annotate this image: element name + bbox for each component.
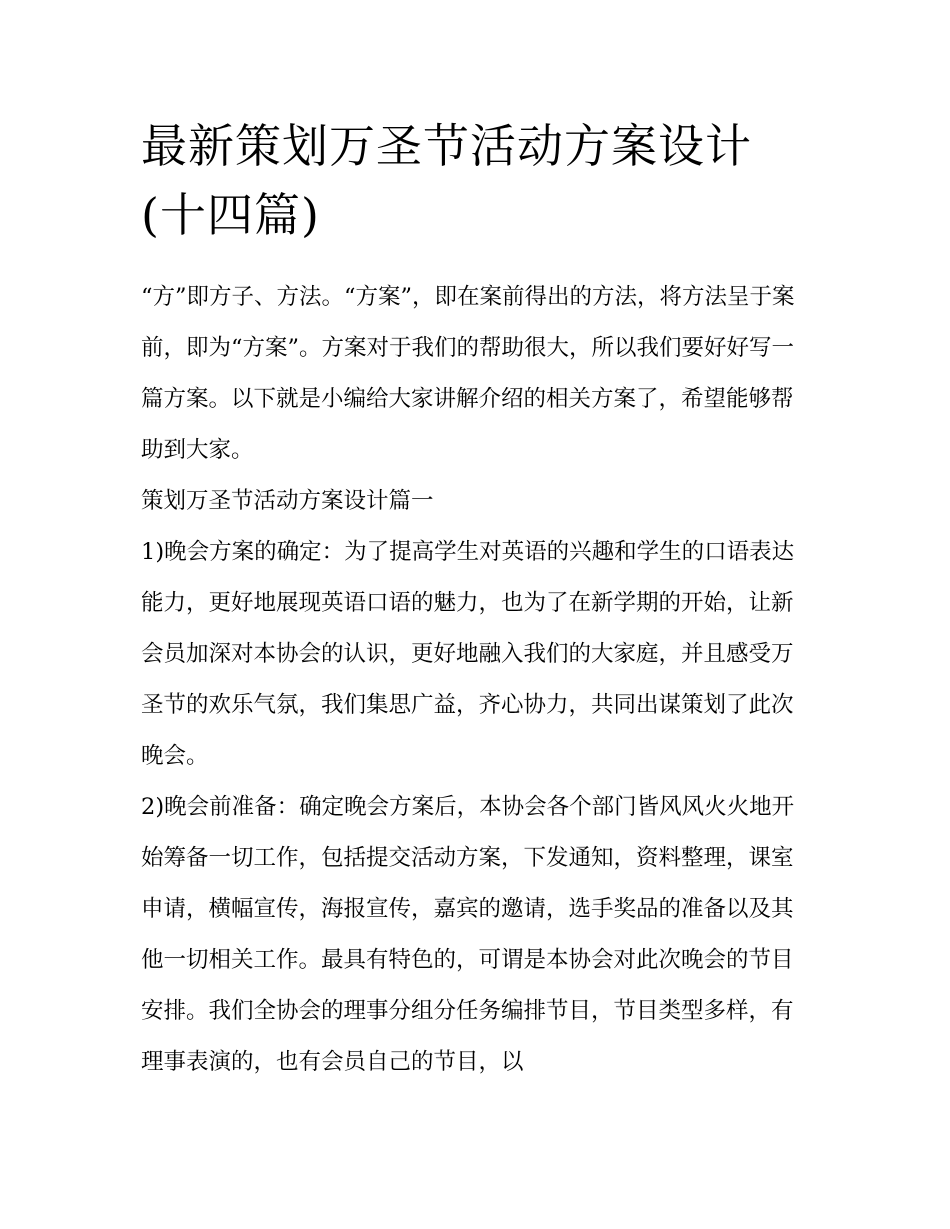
intro-paragraph: “方”即方子、方法。“方案”，即在案前得出的方法，将方法呈于案前，即为“方案”。方案对于我们的帮助很大，所以我们要好好写一篇方案。以下就是小编给大家讲解介绍的相关方案了，希望能够帮助到大家。 xyxy=(141,284,795,463)
document-page xyxy=(141,112,813,1088)
document-body xyxy=(141,272,813,1088)
document-title: 最新策划万圣节活动方案设计(十四篇) xyxy=(141,119,752,242)
paragraph-item-1: 1)晚会方案的确定：为了提高学生对英语的兴趣和学生的口语表达能力，更好地展现英语口语的魅力，也为了在新学期的开始，让新会员加深对本协会的认识，更好地融入我们的大家庭，并且感受万圣节的欢乐气氛，我们集思广益，齐心协力，共同出谋策划了此次晚会。 xyxy=(141,539,795,769)
paragraph-item-2: 2)晚会前准备：确定晚会方案后，本协会各个部门皆风风火火地开始筹备一切工作，包括提交活动方案，下发通知，资料整理，课室申请，横幅宣传，海报宣传，嘉宾的邀请，选手奖品的准备以及其他一切相关工作。最具有特色的，可谓是本协会对此次晚会的节目安排。我们全协会的理事分组分任务编排节目，节目类型多样，有理事表演的，也有会员自己的节目，以 xyxy=(141,794,795,1075)
section-heading: 策划万圣节活动方案设计篇一 xyxy=(141,488,434,514)
